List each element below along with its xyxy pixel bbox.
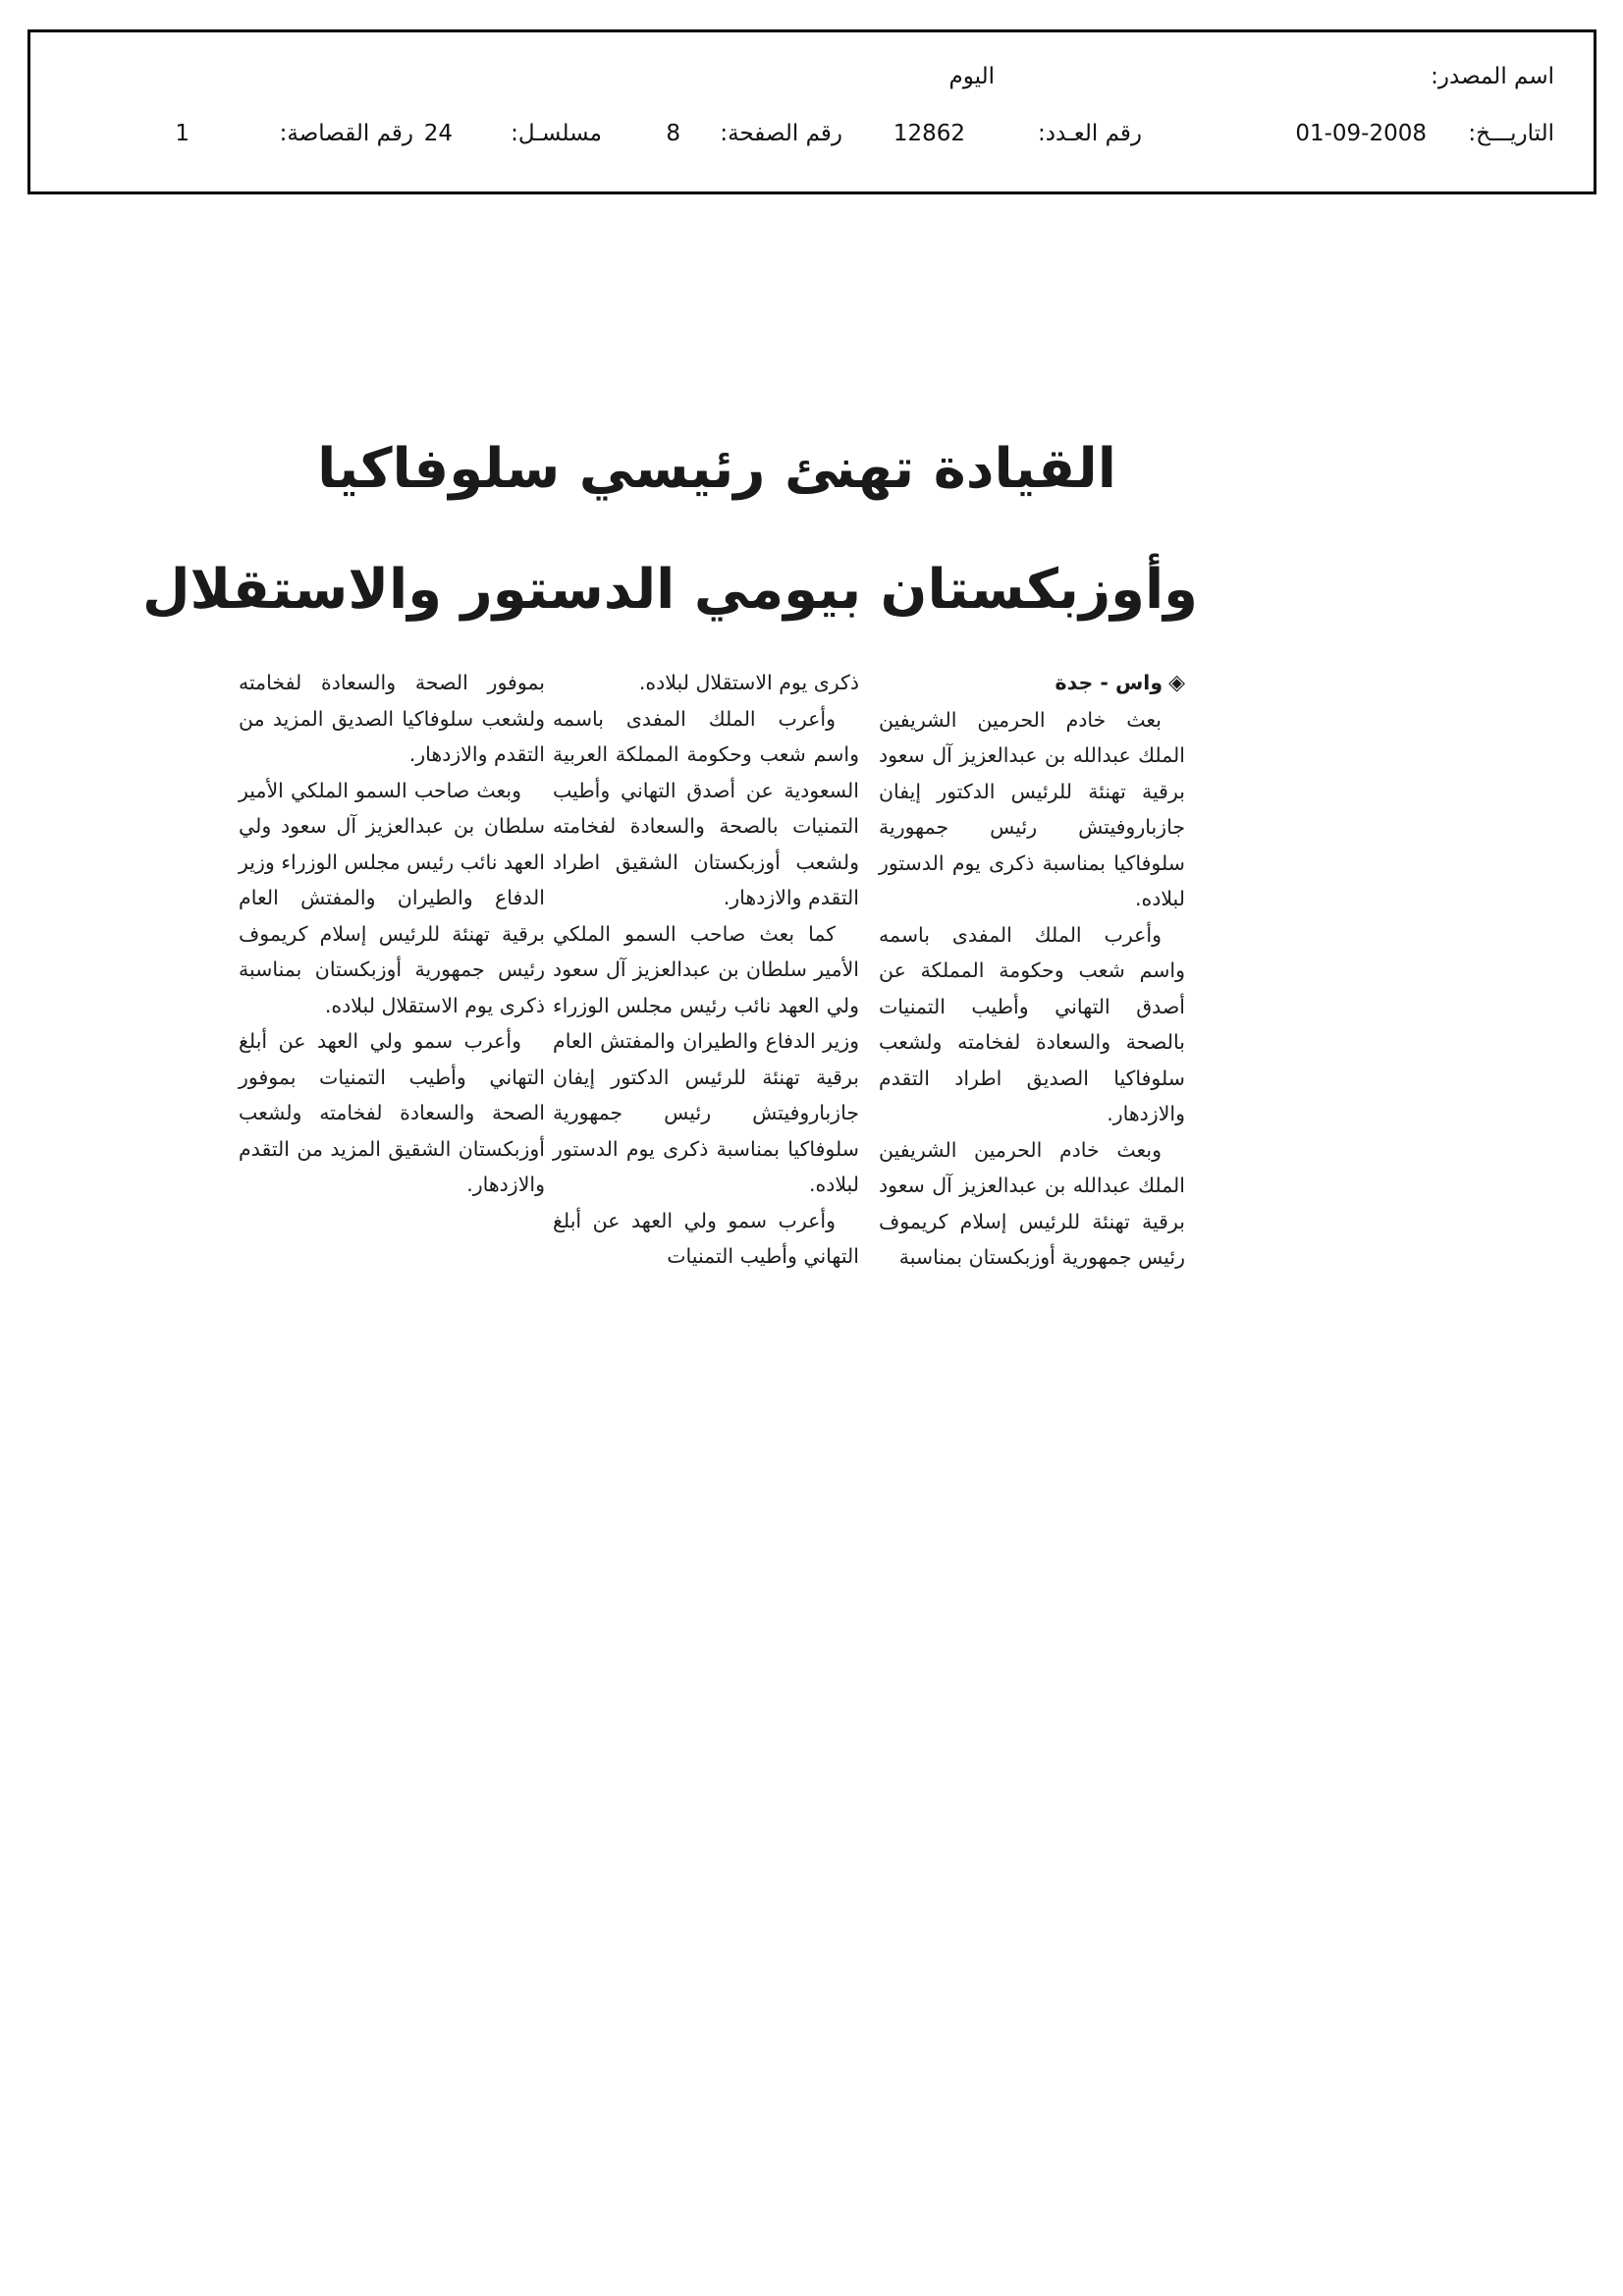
issue-label: رقم العـدد:	[1037, 121, 1142, 146]
article-paragraph: وأعرب سمو ولي العهد عن أبلغ التهاني وأطيب التمنيات	[553, 1208, 859, 1268]
article-column-2	[553, 665, 859, 1275]
headline-line-1: القيادة تهنئ رئيسي سلوفاكيا	[317, 437, 1116, 501]
article-paragraph: ذكرى يوم الاستقلال لبلاده.	[638, 671, 859, 694]
article-paragraph: وأعرب الملك المفدى باسمه واسم شعب وحكومة المملكة العربية السعودية عن أصدق التهاني وأطيب التمنيات بالصحة والسعادة لفخامته ولشعب أوزبكستان الشقيق اطراد التقدم والازدهار.	[553, 706, 859, 909]
serial-value: 24	[423, 121, 453, 146]
article-column-3	[239, 665, 545, 1203]
clip-value: 1	[175, 121, 189, 146]
article-paragraph: وأعرب الملك المفدى باسمه واسم شعب وحكومة المملكة عن أصدق التهاني وأطيب التمنيات بالصحة والسعادة لفخامته ولشعب سلوفاكيا الصديق اطراد التقدم والازدهار.	[879, 922, 1185, 1125]
article-column-1	[879, 665, 1185, 1276]
date-value: 01-09-2008	[1295, 121, 1427, 146]
source-label: اسم المصدر:	[1431, 64, 1554, 89]
byline-text: واس - جدة	[1055, 671, 1163, 694]
issue-value: 12862	[893, 121, 965, 146]
source-value: اليوم	[948, 64, 995, 89]
headline-line-2: وأوزبكستان بيومي الدستور والاستقلال	[141, 558, 1198, 622]
article-paragraph: وأعرب سمو ولي العهد عن أبلغ التهاني وأطيب التمنيات بموفور الصحة والسعادة لفخامته ولشعب أوزبكستان الشقيق المزيد من التقدم والازدهار.	[239, 1029, 545, 1196]
article-paragraph: بعث خادم الحرمين الشريفين الملك عبدالله بن عبدالعزيز آل سعود برقية تهنئة للرئيس الدكتور إيفان جازباروفيتش رئيس جمهورية سلوفاكيا بمناسبة ذكرى يوم الدستور لبلاده.	[879, 707, 1185, 910]
serial-label: مسلسـل:	[511, 121, 602, 146]
clip-label: رقم القصاصة:	[279, 121, 413, 146]
article-paragraph: كما بعث صاحب السمو الملكي الأمير سلطان بن عبدالعزيز آل سعود ولي العهد نائب رئيس مجلس الوزراء وزير الدفاع والطيران والمفتش العام برقية تهنئة للرئيس الدكتور إيفان جازباروفيتش رئيس جمهورية سلوفاكيا بمناسبة ذكرى يوم الدستور لبلاده.	[553, 921, 859, 1196]
article-paragraph: وبعث خادم الحرمين الشريفين الملك عبدالله بن عبدالعزيز آل سعود برقية تهنئة للرئيس إسلام كريموف رئيس جمهورية أوزبكستان بمناسبة	[879, 1137, 1185, 1269]
page-value: 8	[666, 121, 680, 146]
byline	[879, 665, 1185, 702]
article-paragraph: وبعث صاحب السمو الملكي الأمير سلطان بن عبدالعزيز آل سعود ولي العهد نائب رئيس مجلس الوزراء وزير الدفاع والطيران والمفتش العام برقية تهنئة للرئيس إسلام كريموف رئيس جمهورية أوزبكستان بمناسبة ذكرى يوم الاستقلال لبلاده.	[239, 778, 545, 1017]
article-paragraph: بموفور الصحة والسعادة لفخامته ولشعب سلوفاكيا الصديق المزيد من التقدم والازدهار.	[239, 671, 545, 766]
page-label: رقم الصفحة:	[720, 121, 842, 146]
news-agency-diamond-icon: ◈	[1168, 671, 1185, 695]
clipping-info-box	[27, 29, 1596, 194]
date-label: التاريـــخ:	[1468, 121, 1554, 146]
